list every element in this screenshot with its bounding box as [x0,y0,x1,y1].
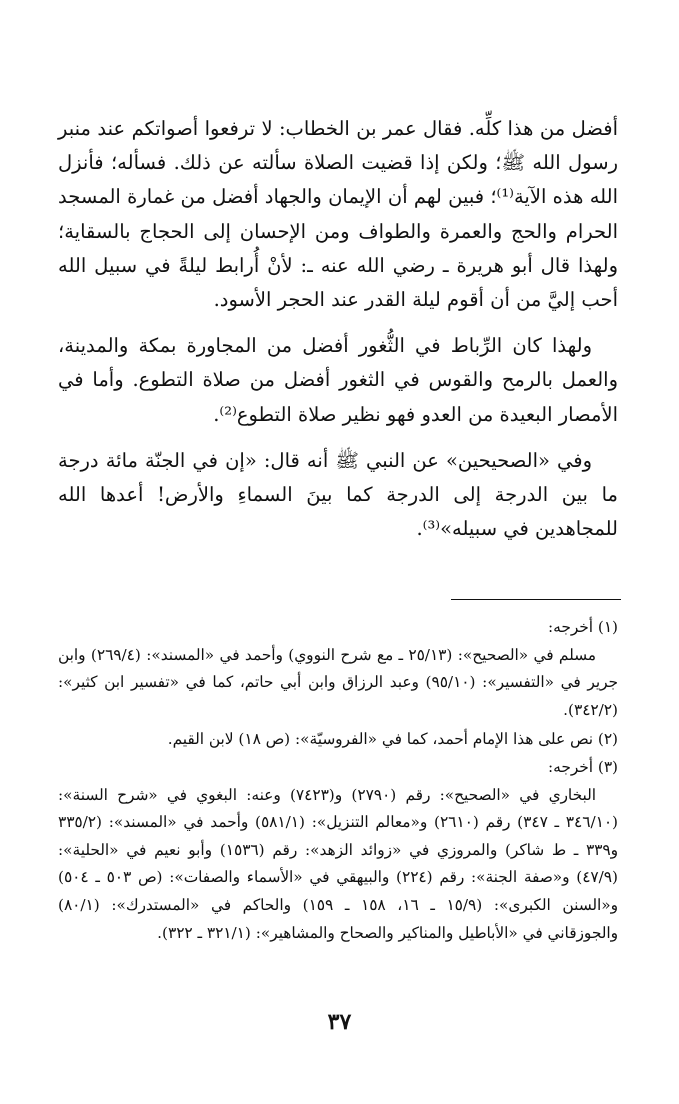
main-text [58,112,618,558]
paragraph-1: أفضل من هذا كلِّه. فقال عمر بن الخطاب: لا ترفعوا أصواتكم عند منبر رسول الله ﷺ؛ ولكن إذا قضيت الصلاة سألته عن ذلك. فسأله؛ فأنزل الله هذه الآية⁽¹⁾؛ فبين لهم أن الإيمان والجهاد أفضل من غمارة المسجد الحرام والحج والعمرة والطواف ومن الإحسان إلى الحجاج بالسقاية؛ ولهذا قال أبو هريرة ـ رضي الله عنه ـ: لأنْ أُرابط ليلةً في سبيل الله أحب إليَّ من أن أقوم ليلة القدر عند الحجر الأسود. [58,117,618,312]
page-number: ٣٧ [327,1009,352,1035]
footnote-1-heading: (١) أخرجه: [548,618,618,636]
footnote-separator [451,599,621,600]
footnote-1-body: مسلم في «الصحيح»: (٢٥/١٣ ـ مع شرح النووي) وأحمد في «المسند»: (٢٦٩/٤) وابن جرير في «التفسير»: (٩٥/١٠) وعبد الرزاق وابن أبي حاتم، كما في «تفسير ابن كثير»: (٣٤٢/٢). [58,645,619,719]
footnote-3-heading: (٣) أخرجه: [548,757,618,776]
footnote-2: (٢) نص على هذا الإمام أحمد، كما في «الفروسيّة»: (ص ١٨) لابن القيم. [167,730,618,749]
footnote-3-body: البخاري في «الصحيح»: رقم (٢٧٩٠) و(٧٤٢٣) وعنه: البغوي في «شرح السنة»: (٣٤٦/١٠ ـ ٣٤٧) رقم (٢٦١٠) و«معالم التنزيل»: (٥٨١/١) وأحمد في «المسند»: (٣٣٥/٢ و٣٣٩ ـ ط شاكر) والمروزي في «زوائد الزهد»: رقم (١٥٣٦) وأبو نعيم في «الحلية»: (٤٧/٩) و«صفة الجنة»: رقم (٢٢٤) والبيهقي في «الأسماء والصفات»: (ص ٥٠٣ ـ ٥٠٤) و«السنن الكبرى»: (١٥/٩ ـ ١٦، ١٥٨ ـ ١٥٩) والحاكم في «المستدرك»: (٨٠/١) والجوزقاني في «الأباطيل والمناكير والصحاح والمشاهير»: (٣٢١/١ ـ ٣٢٢). [58,785,618,942]
paragraph-2: ولهذا كان الرِّباط في الثُّغور أفضل من المجاورة بمكة والمدينة، والعمل بالرمح والقوس في الثغور أفضل من صلاة التطوع. وأما في الأمصار البعيدة من العدو فهو نظير صلاة التطوع⁽²⁾. [58,334,618,426]
paragraph-3: وفي «الصحيحين» عن النبي ﷺ أنه قال: «إن في الجنّة مائة درجة ما بين الدرجة إلى الدرجة كما بينَ السماءِ والأرض! أعدها الله للمجاهدين في سبيله»⁽³⁾. [58,448,618,541]
footnotes [58,614,618,949]
